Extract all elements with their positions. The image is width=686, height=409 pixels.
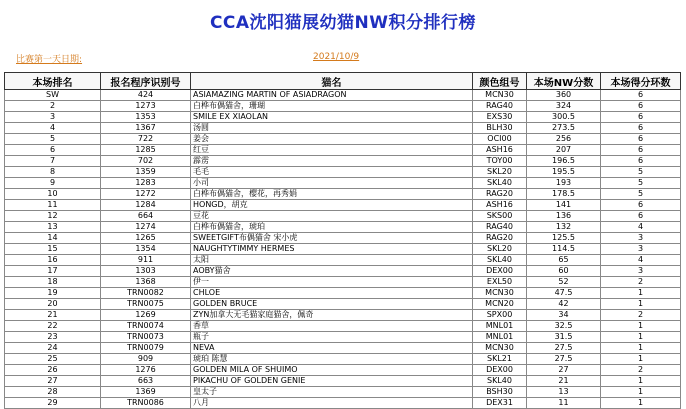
rank-cell: 25 <box>5 354 101 365</box>
table-row <box>5 211 681 222</box>
table-row <box>5 178 681 189</box>
nw-score-cell: 52 <box>527 277 601 288</box>
nw-score-cell: 47.5 <box>527 288 601 299</box>
cat-name-cell: 毛毛 <box>191 167 473 178</box>
cat-name-cell: 白桦布偶猫舍，樱花，再秀娟 <box>191 189 473 200</box>
color-group-cell: MNL01 <box>473 332 527 343</box>
cat-name-cell: 白桦布偶猫舍，琥珀 <box>191 222 473 233</box>
color-group-cell: DEX00 <box>473 365 527 376</box>
cat-name-cell: 香草 <box>191 321 473 332</box>
rings-cell: 1 <box>601 299 681 310</box>
cat-name-cell: PIKACHU OF GOLDEN GENIE <box>191 376 473 387</box>
rings-cell: 6 <box>601 156 681 167</box>
cat-name-cell: ASIAMAZING MARTIN OF ASIADRAGON <box>191 90 473 101</box>
table-row <box>5 398 681 409</box>
cat-name-cell: 八月 <box>191 398 473 409</box>
nw-score-cell: 141 <box>527 200 601 211</box>
rank-cell: 10 <box>5 189 101 200</box>
cat-name-cell: 太阳 <box>191 255 473 266</box>
rank-cell: 12 <box>5 211 101 222</box>
cat-name-cell: NEVA <box>191 343 473 354</box>
entry-id-cell: 1359 <box>101 167 191 178</box>
rank-cell: 14 <box>5 233 101 244</box>
nw-score-cell: 196.5 <box>527 156 601 167</box>
table-row <box>5 112 681 123</box>
rings-cell: 2 <box>601 277 681 288</box>
entry-id-cell: 1284 <box>101 200 191 211</box>
nw-score-cell: 207 <box>527 145 601 156</box>
rank-cell: 7 <box>5 156 101 167</box>
cat-name-cell: 小司 <box>191 178 473 189</box>
entry-id-cell: 424 <box>101 90 191 101</box>
color-group-cell: SKL40 <box>473 376 527 387</box>
rings-cell: 3 <box>601 244 681 255</box>
entry-id-cell: 909 <box>101 354 191 365</box>
color-group-cell: SKL20 <box>473 167 527 178</box>
table-row <box>5 343 681 354</box>
rank-cell: 6 <box>5 145 101 156</box>
color-group-cell: BSH30 <box>473 387 527 398</box>
nw-score-cell: 125.5 <box>527 233 601 244</box>
entry-id-cell: 1269 <box>101 310 191 321</box>
rings-cell: 1 <box>601 332 681 343</box>
cat-name-cell: NAUGHTYTIMMY HERMES <box>191 244 473 255</box>
header-color-group: 颜色组号 <box>473 73 527 90</box>
rings-cell: 1 <box>601 376 681 387</box>
rings-cell: 1 <box>601 387 681 398</box>
entry-id-cell: 1283 <box>101 178 191 189</box>
header-rings: 本场得分环数 <box>601 73 681 90</box>
table-row <box>5 90 681 101</box>
rank-cell: 21 <box>5 310 101 321</box>
rings-cell: 1 <box>601 288 681 299</box>
nw-score-cell: 27.5 <box>527 343 601 354</box>
rings-cell: 6 <box>601 90 681 101</box>
nw-score-cell: 60 <box>527 266 601 277</box>
color-group-cell: SKL20 <box>473 244 527 255</box>
entry-id-cell: TRN0073 <box>101 332 191 343</box>
entry-id-cell: 1276 <box>101 365 191 376</box>
color-group-cell: EXS30 <box>473 112 527 123</box>
rank-cell: 9 <box>5 178 101 189</box>
cat-name-cell: AOBY猫舍 <box>191 266 473 277</box>
entry-id-cell: 722 <box>101 134 191 145</box>
rings-cell: 5 <box>601 189 681 200</box>
cat-name-cell: 皇太子 <box>191 387 473 398</box>
rank-cell: 11 <box>5 200 101 211</box>
rings-cell: 3 <box>601 233 681 244</box>
cat-name-cell: HONGD，胡克 <box>191 200 473 211</box>
color-group-cell: TOY00 <box>473 156 527 167</box>
nw-score-cell: 300.5 <box>527 112 601 123</box>
table-row <box>5 145 681 156</box>
color-group-cell: OCI00 <box>473 134 527 145</box>
rank-cell: 19 <box>5 288 101 299</box>
rings-cell: 5 <box>601 178 681 189</box>
cat-name-cell: 琥珀 陈慧 <box>191 354 473 365</box>
header-rank: 本场排名 <box>5 73 101 90</box>
cat-name-cell: 伊一 <box>191 277 473 288</box>
nw-score-cell: 360 <box>527 90 601 101</box>
entry-id-cell: 1368 <box>101 277 191 288</box>
nw-score-cell: 34 <box>527 310 601 321</box>
rank-cell: 18 <box>5 277 101 288</box>
color-group-cell: DEX31 <box>473 398 527 409</box>
nw-score-cell: 114.5 <box>527 244 601 255</box>
table-row <box>5 101 681 112</box>
entry-id-cell: TRN0079 <box>101 343 191 354</box>
rank-cell: 17 <box>5 266 101 277</box>
header-entry-id: 报名程序识别号 <box>101 73 191 90</box>
color-group-cell: MCN30 <box>473 90 527 101</box>
nw-score-cell: 21 <box>527 376 601 387</box>
rank-cell: 28 <box>5 387 101 398</box>
nw-score-cell: 136 <box>527 211 601 222</box>
ranking-table <box>4 72 681 409</box>
table-row <box>5 310 681 321</box>
color-group-cell: EXL50 <box>473 277 527 288</box>
rank-cell: 29 <box>5 398 101 409</box>
color-group-cell: MCN30 <box>473 343 527 354</box>
rings-cell: 1 <box>601 398 681 409</box>
rings-cell: 6 <box>601 200 681 211</box>
entry-id-cell: 1354 <box>101 244 191 255</box>
rank-cell: 16 <box>5 255 101 266</box>
color-group-cell: ASH16 <box>473 200 527 211</box>
rank-cell: 15 <box>5 244 101 255</box>
nw-score-cell: 65 <box>527 255 601 266</box>
rank-cell: 22 <box>5 321 101 332</box>
cat-name-cell: 霹雳 <box>191 156 473 167</box>
nw-score-cell: 193 <box>527 178 601 189</box>
table-row <box>5 266 681 277</box>
rings-cell: 3 <box>601 266 681 277</box>
cat-name-cell: 瓶子 <box>191 332 473 343</box>
nw-score-cell: 32.5 <box>527 321 601 332</box>
entry-id-cell: 1285 <box>101 145 191 156</box>
rings-cell: 6 <box>601 134 681 145</box>
header-nw-score: 本场NW分数 <box>527 73 601 90</box>
entry-id-cell: 702 <box>101 156 191 167</box>
nw-score-cell: 195.5 <box>527 167 601 178</box>
table-row <box>5 299 681 310</box>
entry-id-cell: 911 <box>101 255 191 266</box>
entry-id-cell: 1274 <box>101 222 191 233</box>
cat-name-cell: GOLDEN BRUCE <box>191 299 473 310</box>
table-row <box>5 200 681 211</box>
table-row <box>5 134 681 145</box>
nw-score-cell: 256 <box>527 134 601 145</box>
rings-cell: 4 <box>601 222 681 233</box>
nw-score-cell: 273.5 <box>527 123 601 134</box>
nw-score-cell: 31.5 <box>527 332 601 343</box>
rings-cell: 1 <box>601 321 681 332</box>
entry-id-cell: 1273 <box>101 101 191 112</box>
entry-id-cell: 1369 <box>101 387 191 398</box>
color-group-cell: SPX00 <box>473 310 527 321</box>
rings-cell: 1 <box>601 343 681 354</box>
cat-name-cell: 汤圆 <box>191 123 473 134</box>
color-group-cell: RAG40 <box>473 222 527 233</box>
rings-cell: 4 <box>601 255 681 266</box>
table-row <box>5 277 681 288</box>
color-group-cell: MNL01 <box>473 321 527 332</box>
table-row <box>5 167 681 178</box>
rings-cell: 6 <box>601 145 681 156</box>
table-row <box>5 156 681 167</box>
entry-id-cell: TRN0082 <box>101 288 191 299</box>
rank-cell: 20 <box>5 299 101 310</box>
rank-cell: 5 <box>5 134 101 145</box>
rings-cell: 5 <box>601 167 681 178</box>
color-group-cell: SKL40 <box>473 178 527 189</box>
show-date-label: 比赛第一天日期: <box>16 55 83 65</box>
rank-cell: 23 <box>5 332 101 343</box>
color-group-cell: DEX00 <box>473 266 527 277</box>
cat-name-cell: SWEETGIFT布偶猫舍 宋小虎 <box>191 233 473 244</box>
cat-name-cell: 白桦布偶猫舍，珊瑚 <box>191 101 473 112</box>
table-row <box>5 365 681 376</box>
show-date-value: 2021/10/9 <box>313 52 360 62</box>
rank-cell: 27 <box>5 376 101 387</box>
cat-name-cell: 姜会 <box>191 134 473 145</box>
header-cat-name: 猫名 <box>191 73 473 90</box>
entry-id-cell: 1367 <box>101 123 191 134</box>
entry-id-cell: 1303 <box>101 266 191 277</box>
color-group-cell: RAG20 <box>473 189 527 200</box>
entry-id-cell: 1272 <box>101 189 191 200</box>
rings-cell: 2 <box>601 365 681 376</box>
color-group-cell: MCN20 <box>473 299 527 310</box>
nw-score-cell: 178.5 <box>527 189 601 200</box>
nw-score-cell: 42 <box>527 299 601 310</box>
color-group-cell: SKL40 <box>473 255 527 266</box>
rank-cell: 13 <box>5 222 101 233</box>
entry-id-cell: 1265 <box>101 233 191 244</box>
color-group-cell: MCN30 <box>473 288 527 299</box>
entry-id-cell: TRN0074 <box>101 321 191 332</box>
rings-cell: 1 <box>601 354 681 365</box>
color-group-cell: SKL21 <box>473 354 527 365</box>
rank-cell: 8 <box>5 167 101 178</box>
cat-name-cell: 豆花 <box>191 211 473 222</box>
color-group-cell: RAG20 <box>473 233 527 244</box>
cat-name-cell: SMILE EX XIAOLAN <box>191 112 473 123</box>
cat-name-cell: CHLOE <box>191 288 473 299</box>
table-row <box>5 222 681 233</box>
table-row <box>5 332 681 343</box>
table-row <box>5 255 681 266</box>
rank-cell: 4 <box>5 123 101 134</box>
rings-cell: 2 <box>601 310 681 321</box>
rings-cell: 6 <box>601 112 681 123</box>
entry-id-cell: TRN0086 <box>101 398 191 409</box>
cat-name-cell: 红豆 <box>191 145 473 156</box>
color-group-cell: ASH16 <box>473 145 527 156</box>
table-row <box>5 376 681 387</box>
entry-id-cell: 1353 <box>101 112 191 123</box>
nw-score-cell: 132 <box>527 222 601 233</box>
table-row <box>5 244 681 255</box>
nw-score-cell: 324 <box>527 101 601 112</box>
nw-score-cell: 27.5 <box>527 354 601 365</box>
entry-id-cell: 664 <box>101 211 191 222</box>
rings-cell: 6 <box>601 211 681 222</box>
table-row <box>5 321 681 332</box>
rank-cell: 26 <box>5 365 101 376</box>
rank-cell: SW <box>5 90 101 101</box>
header-row <box>5 73 681 90</box>
table-row <box>5 387 681 398</box>
rings-cell: 6 <box>601 123 681 134</box>
table-row <box>5 233 681 244</box>
rings-cell: 6 <box>601 101 681 112</box>
rank-cell: 2 <box>5 101 101 112</box>
table-row <box>5 189 681 200</box>
rank-cell: 3 <box>5 112 101 123</box>
color-group-cell: SKS00 <box>473 211 527 222</box>
cat-name-cell: ZYN加拿大无毛猫家庭猫舍，佩奇 <box>191 310 473 321</box>
nw-score-cell: 27 <box>527 365 601 376</box>
table-row <box>5 354 681 365</box>
nw-score-cell: 11 <box>527 398 601 409</box>
page-title: CCA沈阳猫展幼猫NW积分排行榜 <box>209 13 477 33</box>
cat-name-cell: GOLDEN MILA OF SHUIMO <box>191 365 473 376</box>
table-row <box>5 288 681 299</box>
entry-id-cell: TRN0075 <box>101 299 191 310</box>
nw-score-cell: 13 <box>527 387 601 398</box>
rank-cell: 24 <box>5 343 101 354</box>
color-group-cell: RAG40 <box>473 101 527 112</box>
table-row <box>5 123 681 134</box>
entry-id-cell: 663 <box>101 376 191 387</box>
color-group-cell: BLH30 <box>473 123 527 134</box>
